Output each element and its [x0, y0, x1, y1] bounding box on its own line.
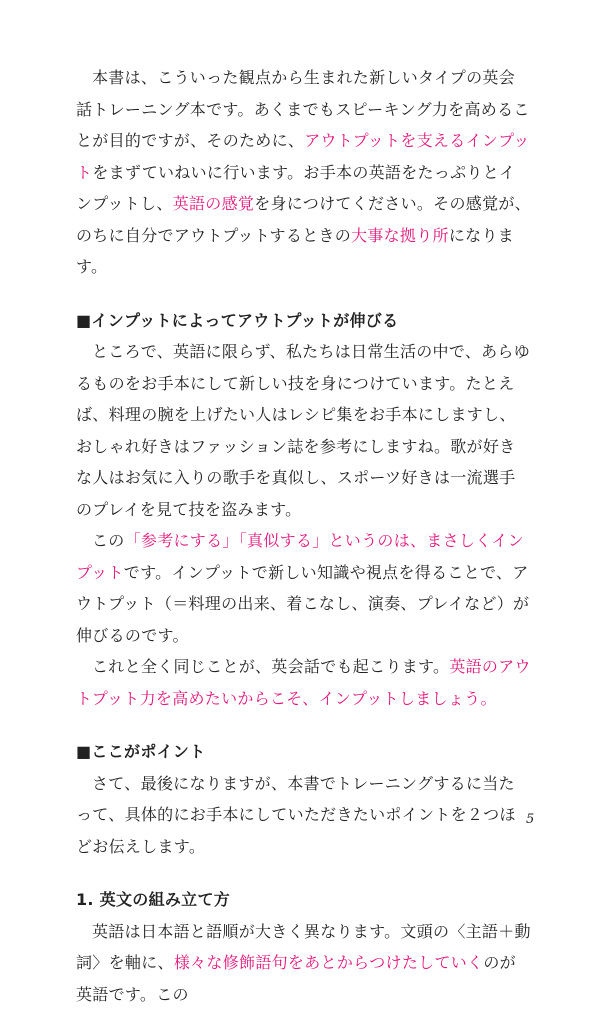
paragraph-word-order: [76, 916, 531, 1010]
subheading-sentence-structure: 1. 英文の組み立て方: [76, 884, 531, 916]
highlight-reference-imitate: 「参考にする」「真似する」というのは、まさしくインプット: [76, 531, 524, 582]
text-span: 本書は、こういった観点から生まれた新しいタイプの英会話トレーニング本です。あくまでもスピーキング力を高めることが目的ですが、そのために、: [76, 68, 530, 150]
page-body: [76, 62, 531, 1010]
paragraph-points-intro: さて、最後になりますが、本書でトレーニングするに当たって、具体的にお手本にしていただきたいポイントを２つほどお伝えします。: [76, 768, 531, 863]
highlight-english-sense: 英語の感覚: [173, 194, 255, 213]
section-heading-input-output: ■インプットによってアウトプットが伸びる: [76, 305, 531, 337]
paragraph-intro: [76, 62, 531, 283]
spacer: [76, 862, 531, 884]
spacer: [76, 714, 531, 736]
text-span: です。インプットで新しい知識や視点を得ることで、アウトプット（＝料理の出来、着こなし、演奏、プレイなど）が伸びるのです。: [76, 563, 529, 645]
section-heading-points: ■ここがポイント: [76, 736, 531, 768]
paragraph-imitation: [76, 525, 531, 651]
text-span: この: [92, 531, 125, 550]
paragraph-conversation: [76, 651, 531, 714]
highlight-modifiers: 様々な修飾語句をあとからつけたしていく: [174, 953, 484, 972]
text-span: 英語は日本語と語順が大きく異なります。文頭の〈主語＋動詞〉を軸に、: [76, 922, 531, 973]
text-span: これと全く同じことが、英会話でも起こります。: [92, 657, 449, 676]
highlight-input-supporting-output: アウトプットを支えるインプット: [76, 131, 530, 182]
text-span: のが英語です。この: [76, 953, 516, 1004]
text-span: をまずていねいに行います。お手本の英語をたっぷりとインプットし、: [76, 163, 515, 214]
text-span: になります。: [76, 226, 514, 277]
paragraph-examples: ところで、英語に限らず、私たちは日常生活の中で、あらゆるものをお手本にして新しい技を身につけています。たとえば、料理の腕を上げたい人はレシピ集をお手本にしますし、おしゃれ好きはファッション誌を参考にしますね。歌が好きな人はお気に入りの歌手を真似し、スポーツ好きは一流選手のプレイを見て技を盗みます。: [76, 336, 531, 525]
highlight-let-us-input: 英語のアウトプット力を高めたいからこそ、インプットしましょう。: [76, 657, 531, 708]
page-number: 5: [526, 812, 534, 827]
text-span: を身につけてください。その感覚が、のちに自分でアウトプットするときの: [76, 194, 531, 245]
highlight-important-basis: 大事な拠り所: [351, 226, 449, 245]
spacer: [76, 283, 531, 305]
